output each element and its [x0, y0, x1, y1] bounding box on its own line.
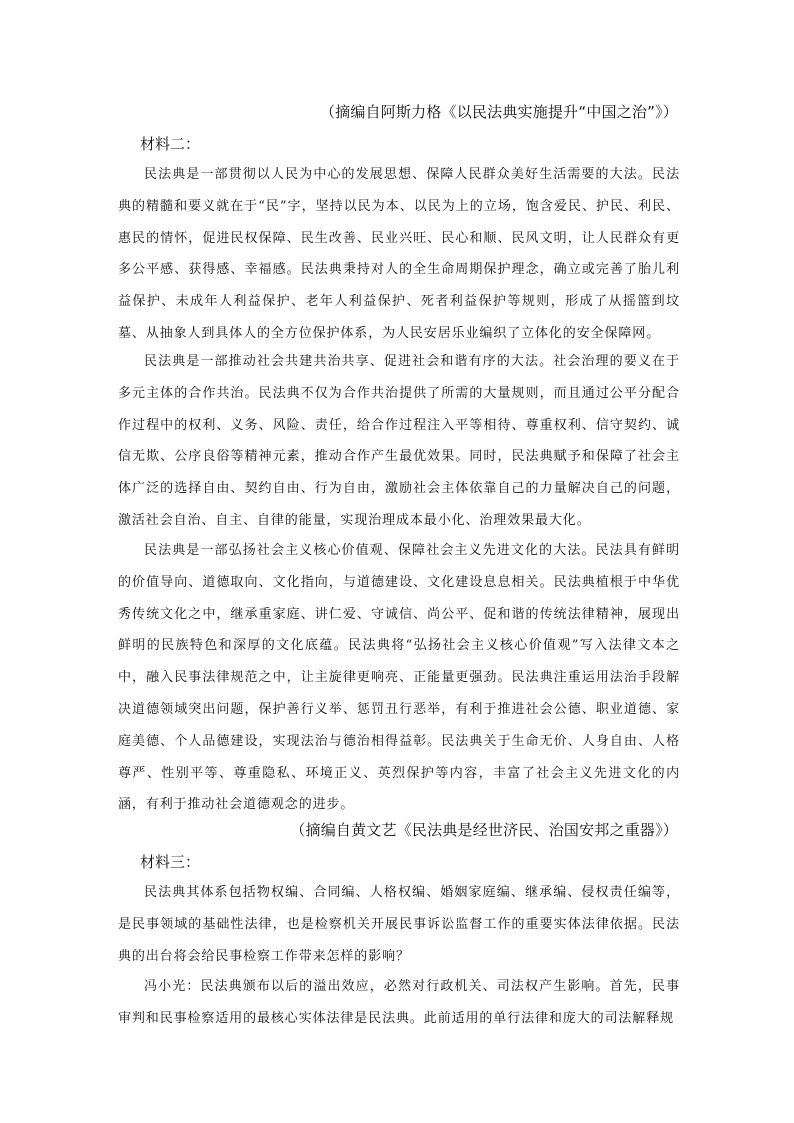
material-three-paragraph-1: 民法典其体系包括物权编、合同编、人格权编、婚姻家庭编、继承编、侵权责任编等，是民事领域的基础性法律，也是检察机关开展民事诉讼监督工作的重要实体法律依据。民法典的出台将会给民事检察工作带来怎样的影响？	[118, 885, 680, 964]
material-three-heading: 材料三：	[140, 853, 201, 871]
material-two-paragraph-3: 民法典是一部弘扬社会主义核心价值观、保障社会主义先进文化的大法。民法具有鲜明的价值导向、道德取向、文化指向，与道德建设、文化建设息息相关。民法典植根于中华优秀传统文化之中，继承重家庭、讲仁爱、守诚信、尚公平、促和谐的传统法律精神，展现出鲜明的民族特色和深厚的文化底蕴。民法典将“弘扬社会主义核心价值观”写入法律文本之中，融入民事法律规范之中，让主旋律更响亮、正能量更强劲。民法典注重运用法治手段解决道德领域突出问题，保护善行义举、惩罚丑行恶举，有利于推进社会公德、职业道德、家庭美德、个人品德建设，实现法治与德治相得益彰。民法典关于生命无价、人身自由、人格尊严、性别平等、尊重隐私、环境正义、英烈保护等内容，丰富了社会主义先进文化的内涵，有利于推动社会道德观念的进步。	[118, 543, 680, 813]
material-one-source: （摘编自阿斯力格《以民法典实施提升“中国之治”》）	[319, 103, 678, 121]
material-three-paragraph-2: 冯小光：民法典颁布以后的溢出效应，必然对行政机关、司法权产生影响。首先，民事审判和民事检察适用的最核心实体法律是民法典。此前适用的单行法律和庞大的司法解释规	[118, 979, 680, 1026]
material-two-paragraph-2: 民法典是一部推动社会共建共治共享、促进社会和谐有序的大法。社会治理的要义在于多元主体的合作共治。民法典不仅为合作共治提供了所需的大量规则，而且通过公平分配合作过程中的权利、义务、风险、责任，给合作过程注入平等相待、尊重权利、信守契约、诚信无欺、公序良俗等精神元素，推动合作产生最优效果。同时，民法典赋予和保障了社会主体广泛的选择自由、契约自由、行为自由，激励社会主体依靠自己的力量解决自己的问题，激活社会自治、自主、自律的能量，实现治理成本最小化、治理效果最大化。	[118, 354, 680, 528]
material-two-source: （摘编自黄文艺《民法典是经世济民、治国安邦之重器》）	[290, 821, 678, 839]
material-two-paragraph-1: 民法典是一部贯彻以人民为中心的发展思想、保障人民群众美好生活需要的大法。民法典的精髓和要义就在于“民”字，坚持以民为本、以民为上的立场，饱含爱民、护民、利民、惠民的情怀，促进民权保障、民生改善、民业兴旺、民心和顺、民风文明，让人民群众有更多公平感、获得感、幸福感。民法典秉持对人的全生命周期保护理念，确立或完善了胎儿利益保护、未成年人利益保护、老年人利益保护、死者利益保护等规则，形成了从摇篮到坟墓、从抽象人到具体人的全方位保护体系，为人民安居乐业编织了立体化的安全保障网。	[118, 167, 680, 341]
material-two-heading: 材料二：	[140, 135, 201, 153]
